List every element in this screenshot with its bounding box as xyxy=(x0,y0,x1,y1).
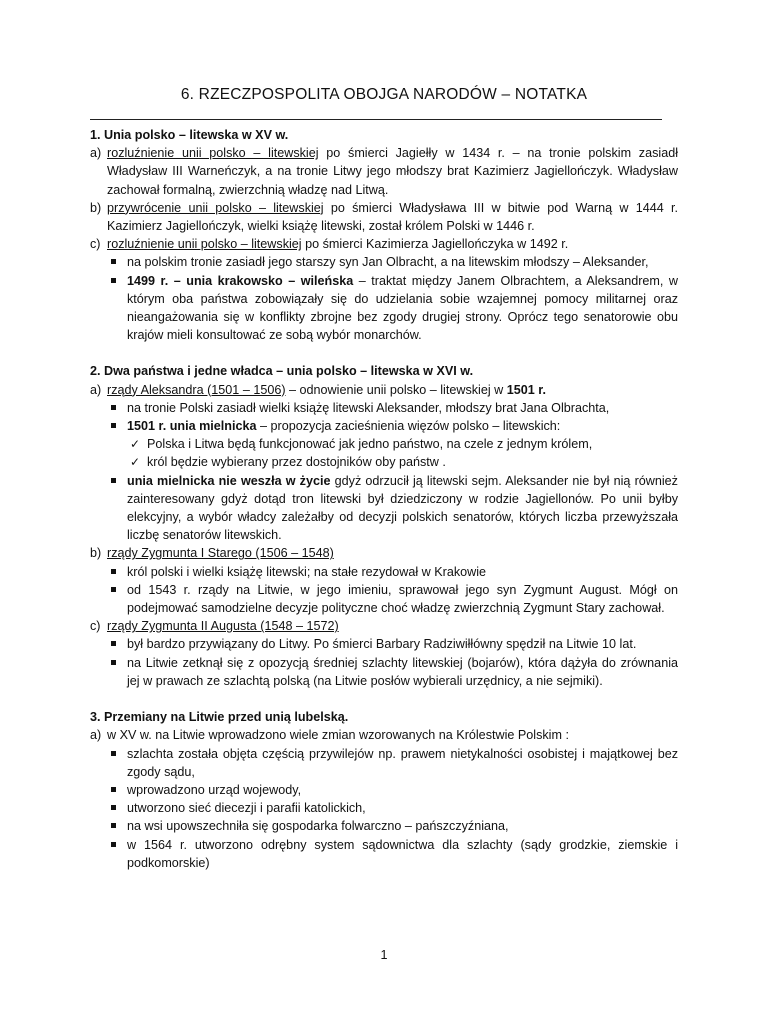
bullet-bold-text: unia mielnicka nie weszła w życie xyxy=(127,473,331,488)
square-bullet-icon xyxy=(111,805,116,810)
bullet-item xyxy=(90,745,678,781)
square-bullet-icon xyxy=(111,842,116,847)
bullet-bold-text: 1501 r. unia mielnicka xyxy=(127,419,257,434)
square-bullet-icon xyxy=(111,405,116,410)
item-text: – odnowienie unii polsko – litewskiej w xyxy=(285,382,507,397)
title-underline xyxy=(90,119,662,120)
document-body xyxy=(90,126,678,872)
bullet-text: – propozycja zacieśnienia więzów polsko – litewskich: xyxy=(256,419,561,434)
checkmark-icon: ✓ xyxy=(130,437,141,452)
item-label: b) xyxy=(90,546,102,561)
item-text: po śmierci Kazimierza Jagiellończyka w 1492 r. xyxy=(301,237,569,252)
checkmark-text: król będzie wybierany przez dostojników oby państw . xyxy=(147,455,446,470)
bullet-text: gdyż odrzucił ją litewski sejm. Aleksander nie był nią również zainteresowany gdyż dotąd tron litewski był dziedziczony w rodzie Jagiellonów. Po unii byłby elekcyjny, a wybór władcy zależałby od decyzji polskich senatorów, których liczba przewyższała liczbę senatorów litewskich. xyxy=(127,473,678,543)
bullet-item xyxy=(90,581,678,617)
item-label: b) xyxy=(90,200,102,215)
bullet-item xyxy=(90,563,678,581)
section-2-item-c xyxy=(90,617,678,635)
bullet-item xyxy=(90,799,678,817)
bullet-item xyxy=(90,654,678,690)
square-bullet-icon xyxy=(111,569,116,574)
item-underlined-topic: rozluźnienie unii polsko – litewskiej xyxy=(107,146,319,161)
section-3-item-a xyxy=(90,726,678,744)
bullet-text: na polskim tronie zasiadł jego starszy syn Jan Olbracht, a na litewskim młodszy – Aleksander, xyxy=(127,255,649,270)
item-underlined-topic: rządy Zygmunta I Starego (1506 – 1548) xyxy=(107,546,334,561)
page-title: 6. RZECZPOSPOLITA OBOJGA NARODÓW – NOTATKA xyxy=(180,86,588,103)
item-text: po śmierci Jagiełły w 1434 r. – na tronie polskim zasiadł Władysław III Warneńczyk, a na tronie Litwy jego młodszy brat Kazimierz Jagiellończyk. Władysław zachował formalną, zwierzchnią władzę nad Litwą. xyxy=(107,146,679,197)
section-2-item-a xyxy=(90,381,678,399)
page-number: 1 xyxy=(380,948,388,962)
square-bullet-icon xyxy=(111,660,116,665)
item-underlined-topic: rządy Aleksandra (1501 – 1506) xyxy=(107,382,286,397)
bullet-item xyxy=(90,472,678,545)
section-1-item-b xyxy=(90,199,678,235)
square-bullet-icon xyxy=(111,423,116,428)
bullet-item xyxy=(90,399,678,417)
square-bullet-icon xyxy=(111,641,116,646)
bullet-text: na wsi upowszechniła się gospodarka folwarczno – pańszczyźniana, xyxy=(127,819,509,834)
item-label: a) xyxy=(90,382,102,397)
square-bullet-icon xyxy=(111,823,116,828)
checkmark-item xyxy=(90,453,678,471)
bullet-text: od 1543 r. rządy na Litwie, w jego imieniu, sprawował jego syn Zygmunt August. Mógł on podejmować samodzielne decyzje polityczne choć władzę zwierzchnią Zygmunt Stary zachował. xyxy=(127,582,678,616)
bullet-text: w 1564 r. utworzono odrębny system sądownictwa dla szlachty (sądy grodzkie, ziemskie i podkomorskie) xyxy=(127,837,678,870)
bullet-item xyxy=(90,781,678,799)
bullet-text: szlachta została objęta częścią przywilejów np. prawem nietykalności osobistej i majątkowej bez zgody sądu, xyxy=(127,746,678,779)
bullet-text: wprowadzono urząd wojewody, xyxy=(127,782,302,797)
checkmark-text: Polska i Litwa będą funkcjonować jak jedno państwo, na czele z jednym królem, xyxy=(147,437,593,452)
bullet-text: – traktat między Janem Olbrachtem, a Aleksandrem, w którym oba państwa zobowiązały się do udzielania sobie wzajemnej pomocy militarnej oraz nieangażowania się w konflikty zbrojne bez zgody drugiej strony. Oprócz tego senatorowie obu krajów mieli konsultować ze sobą wybór monarchów. xyxy=(127,273,678,343)
section-2-item-b xyxy=(90,544,678,562)
item-underlined-topic: przywrócenie unii polsko – litewskiej xyxy=(107,200,324,215)
section-3-heading: 3. Przemiany na Litwie przed unią lubelską. xyxy=(90,710,349,725)
bullet-text: na Litwie zetknął się z opozycją średniej szlachty litewskiej (bojarów), która dążyła do zrównania jej w prawach ze szlachtą polską (na Litwie posłów wybierali urzędnicy, a nie sejmiki). xyxy=(127,655,678,688)
square-bullet-icon xyxy=(111,259,116,264)
section-1-item-a xyxy=(90,144,678,199)
section-1-item-c xyxy=(90,235,678,253)
bullet-text: król polski i wielki książę litewski; na stałe rezydował w Krakowie xyxy=(127,564,487,579)
square-bullet-icon xyxy=(111,751,116,756)
item-underlined-topic: rządy Zygmunta II Augusta (1548 – 1572) xyxy=(107,619,339,634)
item-label: a) xyxy=(90,728,102,743)
square-bullet-icon xyxy=(111,587,116,592)
item-underlined-topic: rozluźnienie unii polsko – litewskiej xyxy=(107,237,302,252)
square-bullet-icon xyxy=(111,278,116,283)
section-2-heading: 2. Dwa państwa i jedne władca – unia polsko – litewska w XVI w. xyxy=(90,364,474,379)
section-1-heading: 1. Unia polsko – litewska w XV w. xyxy=(90,128,289,142)
item-bold-text: 1501 r. xyxy=(506,382,546,397)
bullet-item xyxy=(90,836,678,872)
square-bullet-icon xyxy=(111,478,116,483)
bullet-item xyxy=(90,272,678,345)
checkmark-icon: ✓ xyxy=(130,455,141,470)
bullet-item xyxy=(90,635,678,653)
item-label: c) xyxy=(90,619,101,634)
bullet-item xyxy=(90,417,678,435)
item-text: w XV w. na Litwie wprowadzono wiele zmian wzorowanych na Królestwie Polskim : xyxy=(107,728,569,743)
item-text: po śmierci Władysława III w bitwie pod Warną w 1444 r. Kazimierz Jagiellończyk, wielki książę litewski, został królem Polski w 1446 r. xyxy=(107,200,678,234)
item-label: a) xyxy=(90,146,102,161)
item-label: c) xyxy=(90,237,101,252)
square-bullet-icon xyxy=(111,787,116,792)
bullet-text: utworzono sieć diecezji i parafii katolickich, xyxy=(127,801,366,816)
checkmark-item xyxy=(90,435,678,453)
bullet-item xyxy=(90,253,678,271)
bullet-item xyxy=(90,817,678,835)
bullet-text: na tronie Polski zasiadł wielki książę litewski Aleksander, młodszy brat Jana Olbrachta, xyxy=(127,400,610,415)
bullet-text: był bardzo przywiązany do Litwy. Po śmierci Barbary Radziwiłłówny spędził na Litwie 10 lat. xyxy=(127,637,637,652)
bullet-bold-text: 1499 r. – unia krakowsko – wileńska xyxy=(127,273,354,288)
